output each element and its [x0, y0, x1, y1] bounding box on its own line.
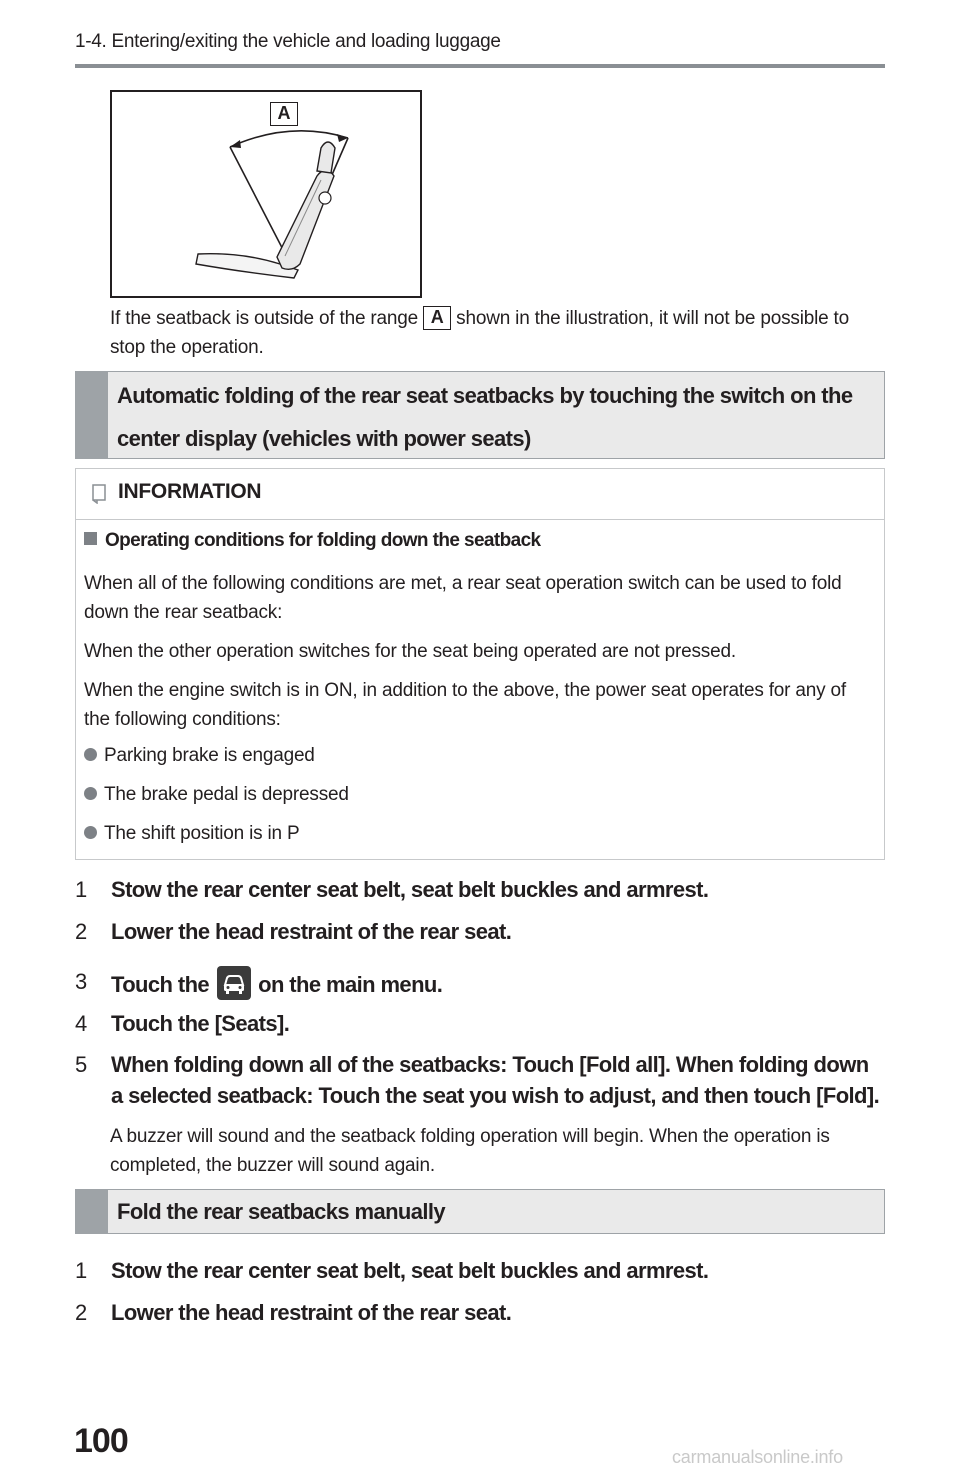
section-heading-auto-fold	[75, 371, 885, 459]
information-subheading	[84, 530, 541, 552]
information-paragraph: When the other operation switches for the seat being operated are not pressed.	[84, 641, 736, 662]
step-note: A buzzer will sound and the seatback folding operation will begin. When the operation is completed, the buzzer will sound again.	[110, 1126, 830, 1176]
bullet-dot-icon	[84, 787, 97, 800]
step-text-before: Touch the	[111, 972, 215, 997]
step-text: When folding down all of the seatbacks: Touch [Fold all]. When folding down a selected seatback: Touch the seat you wish to adjust, and then touch [Fold].	[111, 1052, 880, 1108]
information-box	[75, 468, 885, 860]
information-paragraph: When the engine switch is in ON, in addition to the above, the power seat operates for any of the following conditions:	[84, 680, 846, 730]
information-bullet-text: Parking brake is engaged	[104, 745, 315, 766]
range-note-label-a: A	[423, 306, 451, 330]
information-bullet	[84, 745, 315, 767]
header-rule	[75, 64, 885, 68]
information-bullet-text: The shift position is in P	[104, 823, 300, 844]
section-heading-bar	[75, 1190, 108, 1233]
step-text	[111, 966, 885, 1000]
information-icon	[91, 484, 109, 504]
step-number: 2	[75, 919, 87, 944]
information-subheading-text: Operating conditions for folding down the seatback	[105, 530, 541, 551]
seatback-range-illustration	[110, 90, 422, 298]
section-header-title: 1-4. Entering/exiting the vehicle and loading luggage	[75, 31, 501, 52]
step-text: Stow the rear center seat belt, seat belt buckles and armrest.	[111, 1258, 709, 1283]
section-heading-manual-fold	[75, 1189, 885, 1234]
step-text-after: on the main menu.	[252, 972, 443, 997]
step-item	[75, 916, 885, 948]
step-number: 1	[75, 1258, 87, 1283]
step-item	[75, 966, 885, 1000]
step-text: Stow the rear center seat belt, seat belt buckles and armrest.	[111, 877, 709, 902]
section-heading-title: Automatic folding of the rear seat seatbacks by touching the switch on the center display (vehicles with power seats)	[117, 383, 853, 451]
section-heading-title: Fold the rear seatbacks manually	[117, 1199, 446, 1224]
bullet-dot-icon	[84, 748, 97, 761]
step-number: 2	[75, 1300, 87, 1325]
square-bullet-icon	[84, 532, 97, 545]
step-item	[75, 874, 885, 906]
step-number: 1	[75, 877, 87, 902]
step-text: Lower the head restraint of the rear seat.	[111, 1300, 512, 1325]
step-item	[75, 1008, 885, 1040]
information-paragraph: When all of the following conditions are met, a rear seat operation switch can be used to fold down the rear seatback:	[84, 573, 842, 623]
bullet-dot-icon	[84, 826, 97, 839]
step-item	[75, 1297, 885, 1329]
step-text: Lower the head restraint of the rear seat.	[111, 919, 512, 944]
information-bullet	[84, 823, 299, 845]
page-number: 100	[74, 1422, 128, 1460]
step-item	[75, 1049, 885, 1113]
section-heading-bar	[75, 372, 108, 458]
range-note-before: If the seatback is outside of the range	[110, 308, 424, 329]
step-number: 4	[75, 1011, 87, 1036]
step-text: Touch the [Seats].	[111, 1011, 290, 1036]
range-note-after: shown in the illustration, it will not be possible to stop the operation.	[110, 308, 850, 358]
step-number: 3	[75, 969, 87, 994]
information-bullet-text: The brake pedal is depressed	[104, 784, 349, 805]
information-header	[76, 469, 884, 520]
step-item	[75, 1255, 885, 1287]
watermark: carmanualsonline.info	[672, 1447, 843, 1467]
range-note	[110, 304, 885, 362]
seat-diagram-drawing	[112, 92, 420, 296]
information-bullet	[84, 784, 349, 806]
information-title: INFORMATION	[118, 480, 262, 503]
step-number: 5	[75, 1052, 87, 1077]
car-settings-icon	[217, 966, 251, 1000]
range-label-a: A	[270, 102, 298, 126]
